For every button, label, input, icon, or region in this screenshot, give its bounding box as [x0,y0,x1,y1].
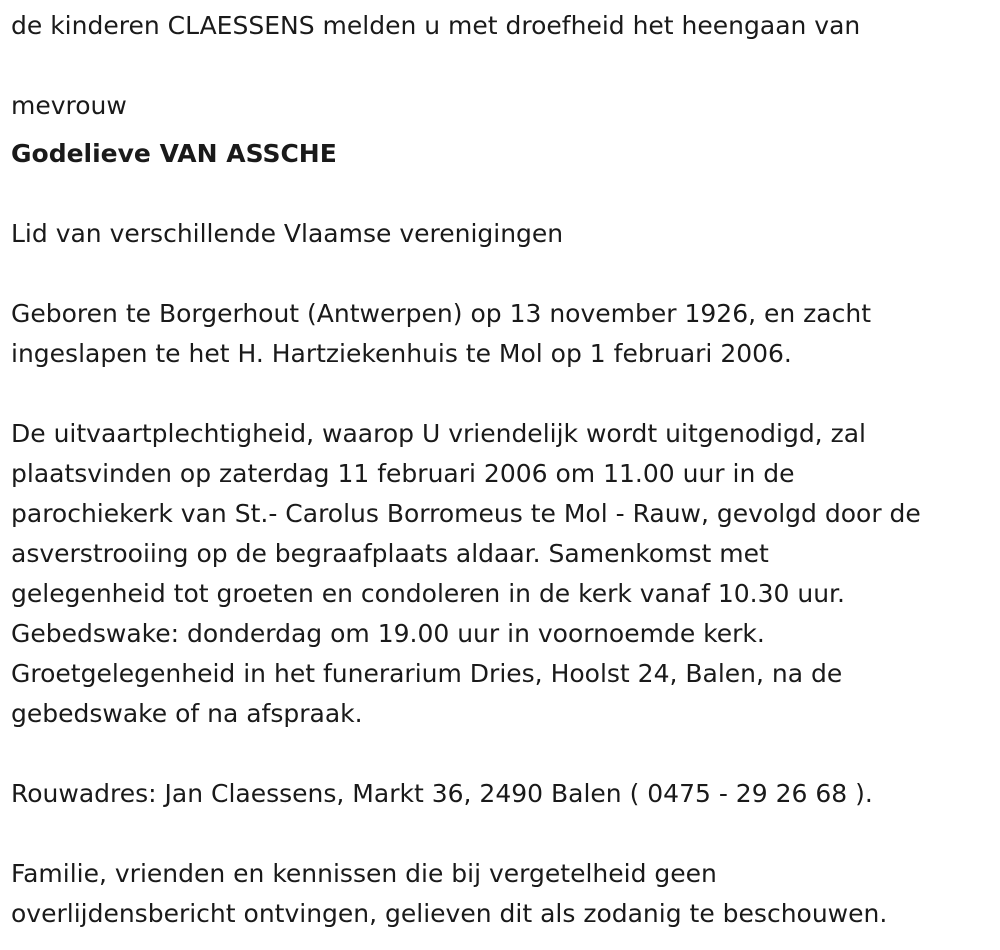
deceased-name: Godelieve VAN ASSCHE [11,139,337,168]
mourning-address: Rouwadres: Jan Claessens, Markt 36, 2490 Balen ( 0475 - 29 26 68 ). [11,779,873,808]
ceremony-line: plaatsvinden op zaterdag 11 februari 2006 om 11.00 uur in de [11,459,795,488]
ceremony-line: gelegenheid tot groeten en condoleren in de kerk vanaf 10.30 uur. [11,579,845,608]
closing-line: Familie, vrienden en kennissen die bij vergetelheid geen [11,859,717,888]
ceremony-line: asverstrooiing op de begraafplaats aldaar. Samenkomst met [11,539,769,568]
ceremony-line: parochiekerk van St.- Carolus Borromeus te Mol - Rauw, gevolgd door de [11,499,921,528]
salutation-text: mevrouw [11,91,127,120]
birth-line: Geboren te Borgerhout (Antwerpen) op 13 november 1926, en zacht [11,299,871,328]
ceremony-line: Groetgelegenheid in het funerarium Dries, Hoolst 24, Balen, na de [11,659,843,688]
ceremony-line: gebedswake of na afspraak. [11,699,363,728]
intro-text: de kinderen CLAESSENS melden u met droefheid het heengaan van [11,11,861,40]
birth-line: ingeslapen te het H. Hartziekenhuis te Mol op 1 februari 2006. [11,339,792,368]
ceremony-line: De uitvaartplechtigheid, waarop U vriendelijk wordt uitgenodigd, zal [11,419,866,448]
closing-line: overlijdensbericht ontvingen, gelieven dit als zodanig te beschouwen. [11,899,888,928]
ceremony-line: Gebedswake: donderdag om 19.00 uur in voornoemde kerk. [11,619,765,648]
membership-text: Lid van verschillende Vlaamse verenigingen [11,219,564,248]
